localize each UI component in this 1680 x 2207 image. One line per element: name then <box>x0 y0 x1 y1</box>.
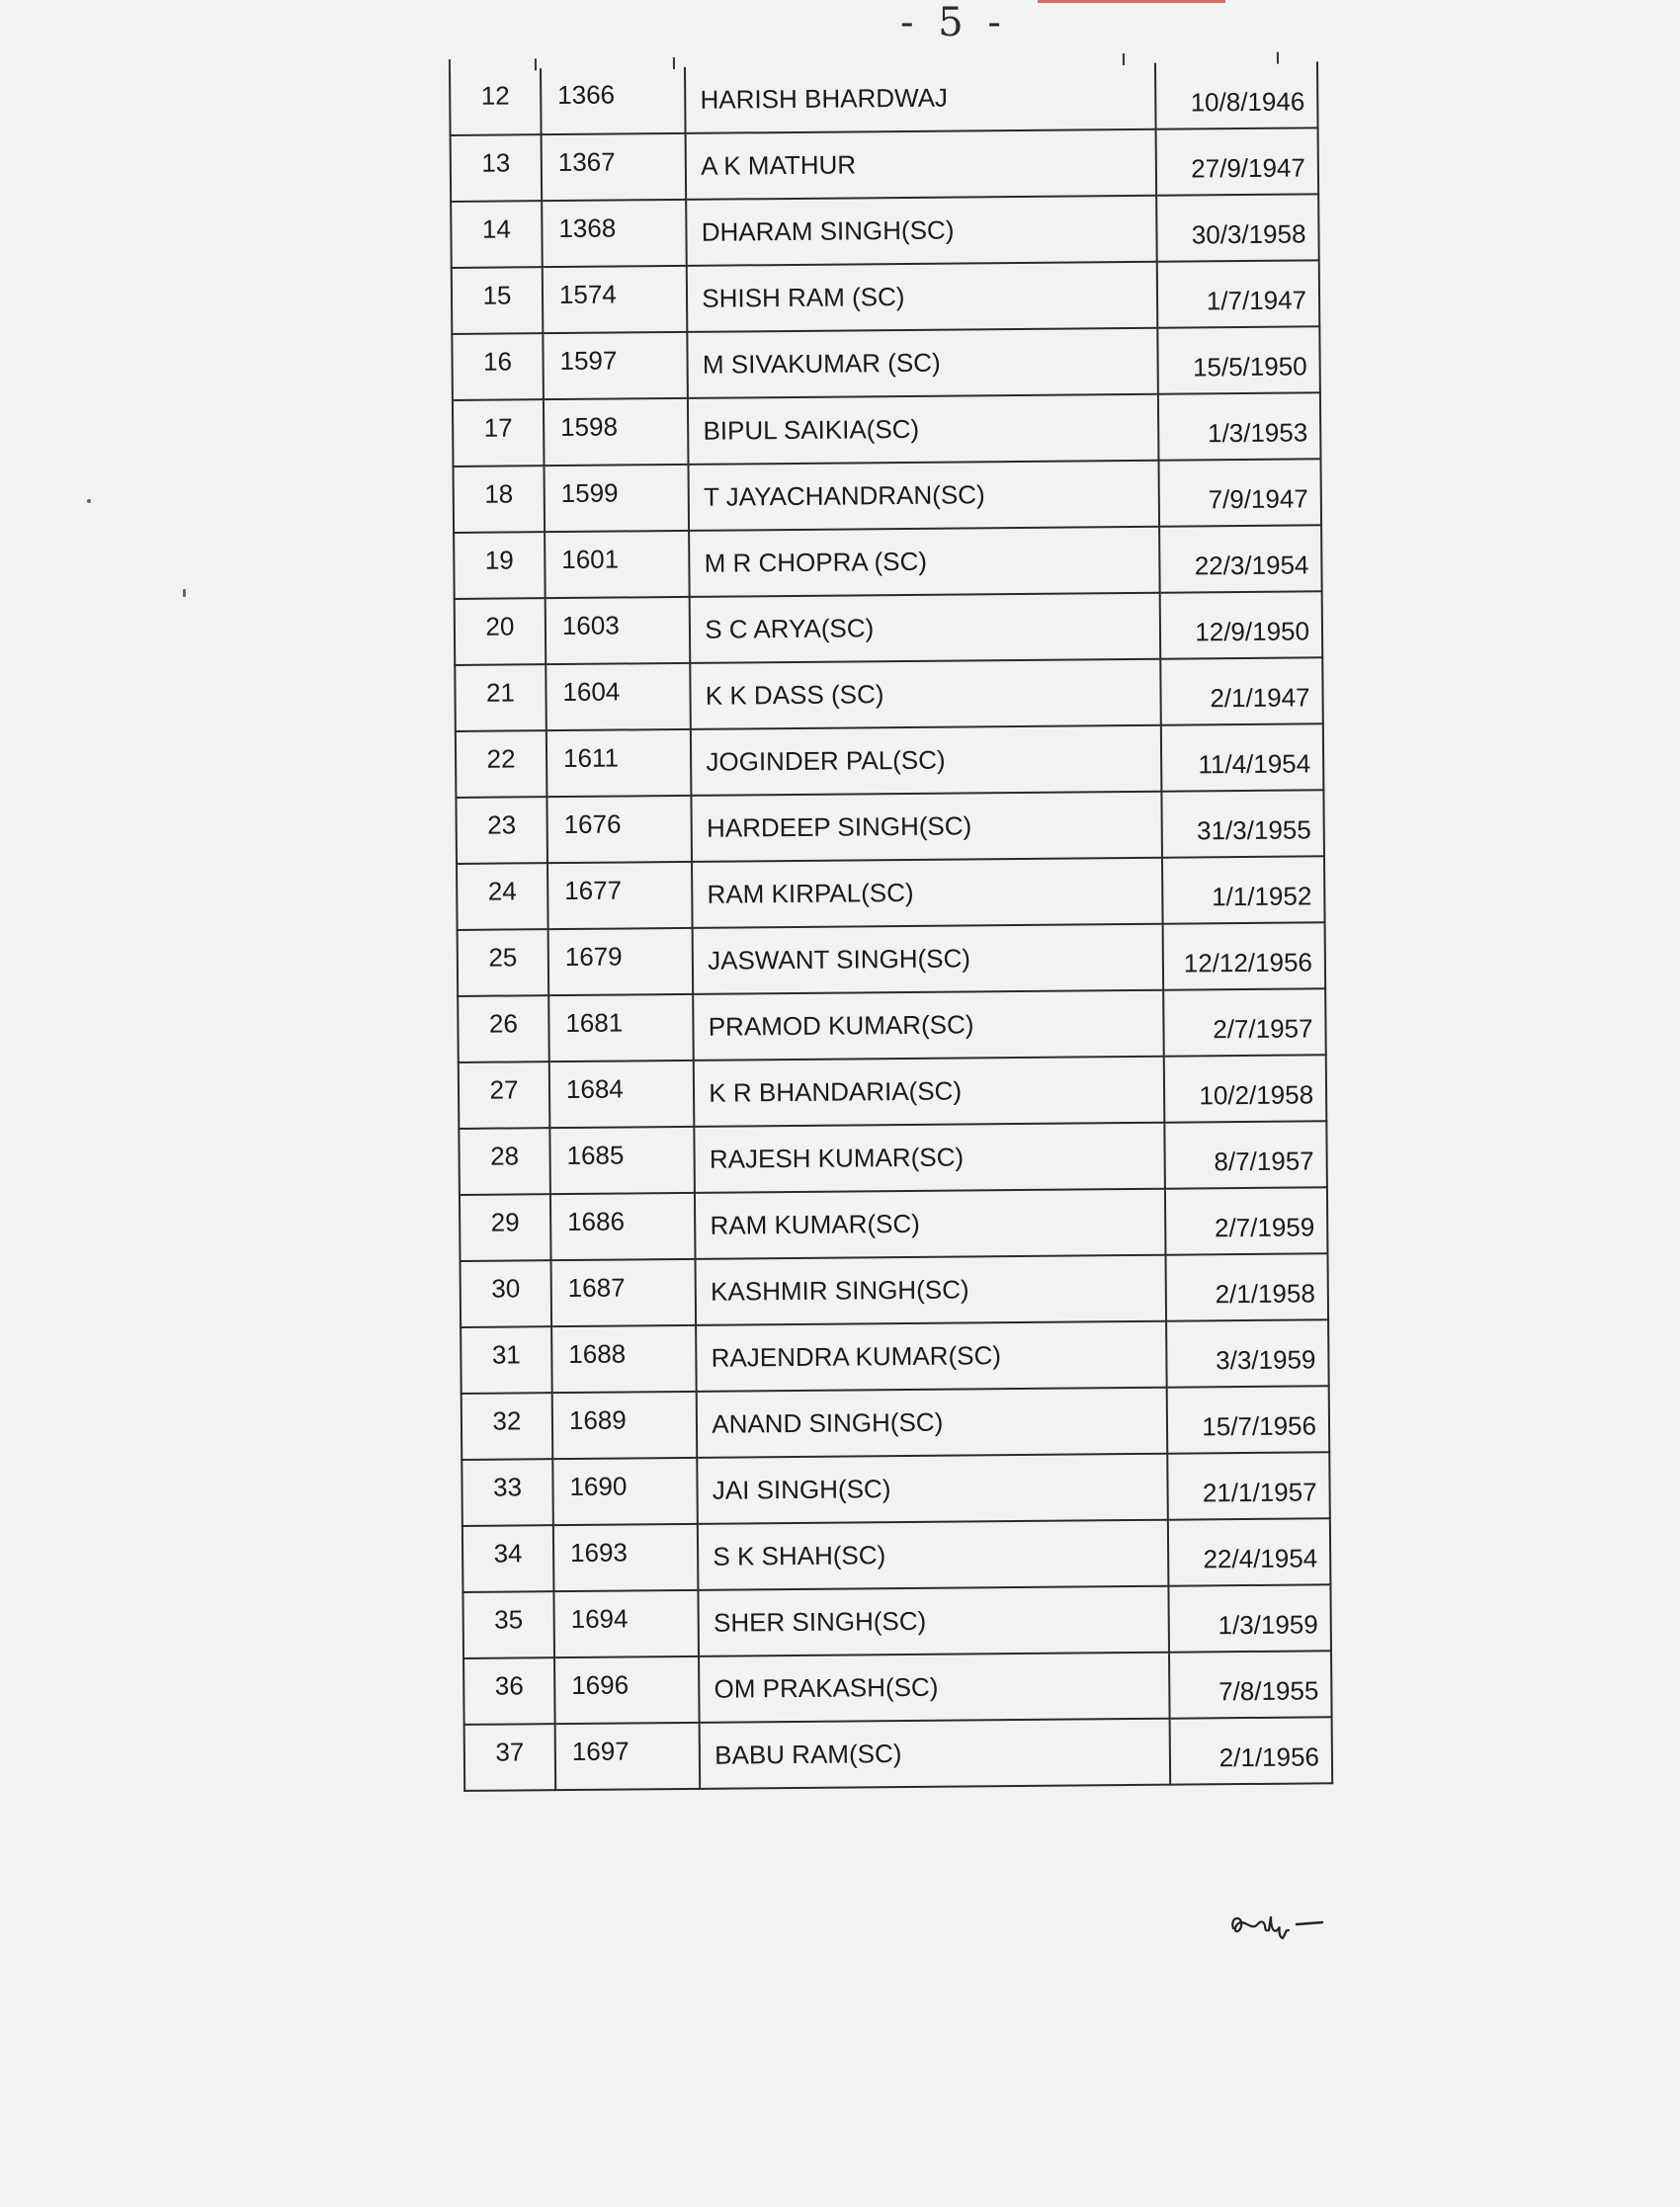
date-of-birth-cell: 27/9/1947 <box>1155 127 1318 195</box>
employee-name-cell: K K DASS (SC) <box>691 659 1161 729</box>
date-of-birth-cell: 30/3/1958 <box>1156 194 1319 261</box>
date-of-birth-cell: 7/8/1955 <box>1169 1651 1332 1718</box>
employee-id-cell: 1604 <box>546 663 691 730</box>
serial-number-cell: 25 <box>458 929 549 996</box>
table-row <box>457 856 1325 930</box>
employee-id-cell: 1367 <box>542 133 687 201</box>
table-row <box>452 260 1320 334</box>
scan-speck <box>183 589 186 597</box>
table-row <box>453 392 1321 467</box>
date-of-birth-cell: 10/2/1958 <box>1164 1055 1327 1122</box>
employee-name-cell: JAI SINGH(SC) <box>698 1454 1168 1524</box>
employee-id-cell: 1368 <box>542 200 687 267</box>
employee-name-cell: HARISH BHARDWAJ <box>685 63 1155 133</box>
date-of-birth-cell: 15/5/1950 <box>1157 326 1320 393</box>
table-row <box>464 1717 1333 1791</box>
employee-id-cell: 1574 <box>543 266 688 333</box>
top-edge-mark <box>1038 0 1225 3</box>
scan-speck <box>87 499 91 503</box>
column-tick <box>449 59 451 71</box>
employee-id-cell: 1603 <box>546 597 691 664</box>
table-row <box>451 127 1319 202</box>
table-row <box>455 591 1323 665</box>
serial-number-cell: 21 <box>455 664 546 731</box>
date-of-birth-cell: 15/7/1956 <box>1167 1386 1330 1453</box>
employee-id-cell: 1681 <box>548 994 694 1061</box>
employee-id-cell: 1601 <box>545 531 690 598</box>
table-row <box>461 1253 1329 1327</box>
employee-id-cell: 1598 <box>544 398 689 466</box>
register-table-container <box>449 61 1334 1878</box>
employee-id-cell: 1677 <box>547 862 693 929</box>
date-of-birth-cell: 22/3/1954 <box>1159 525 1322 592</box>
date-of-birth-cell: 22/4/1954 <box>1168 1518 1331 1585</box>
serial-number-cell: 29 <box>460 1194 551 1261</box>
date-of-birth-cell: 11/4/1954 <box>1161 723 1324 791</box>
table-row <box>458 922 1326 996</box>
date-of-birth-cell: 8/7/1957 <box>1164 1121 1327 1188</box>
date-of-birth-cell: 12/12/1956 <box>1162 922 1325 989</box>
table-row <box>454 525 1322 599</box>
employee-id-cell: 1676 <box>546 796 692 863</box>
serial-number-cell: 32 <box>462 1393 553 1460</box>
table-row <box>460 1187 1328 1261</box>
serial-number-cell: 18 <box>454 466 546 533</box>
employee-id-cell: 1690 <box>552 1458 698 1525</box>
page-number: - 5 - <box>900 0 1007 45</box>
table-row <box>459 1055 1327 1129</box>
employee-name-cell: SHER SINGH(SC) <box>699 1586 1169 1656</box>
employee-id-cell: 1686 <box>550 1193 696 1260</box>
employee-id-cell: 1689 <box>552 1392 698 1459</box>
employee-id-cell: 1611 <box>546 729 692 797</box>
employee-name-cell: K R BHANDARIA(SC) <box>694 1057 1164 1127</box>
serial-number-cell: 13 <box>451 134 543 202</box>
date-of-birth-cell: 12/9/1950 <box>1160 591 1323 658</box>
employee-name-cell: SHISH RAM (SC) <box>687 262 1157 332</box>
employee-id-cell: 1694 <box>553 1590 699 1657</box>
signature-mark <box>1225 1903 1324 1947</box>
serial-number-cell: 20 <box>455 598 546 665</box>
employee-name-cell: S C ARYA(SC) <box>690 593 1160 663</box>
date-of-birth-cell: 2/1/1958 <box>1165 1253 1328 1320</box>
register-table <box>449 61 1333 1792</box>
serial-number-cell: 15 <box>452 267 544 334</box>
date-of-birth-cell: 3/3/1959 <box>1166 1319 1329 1387</box>
table-row <box>462 1518 1331 1592</box>
employee-name-cell: RAJESH KUMAR(SC) <box>695 1123 1165 1193</box>
date-of-birth-cell: 2/7/1959 <box>1165 1187 1328 1254</box>
serial-number-cell: 30 <box>461 1260 552 1327</box>
employee-name-cell: OM PRAKASH(SC) <box>699 1653 1169 1723</box>
employee-id-cell: 1687 <box>550 1259 696 1326</box>
table-row <box>461 1319 1329 1394</box>
date-of-birth-cell: 1/3/1959 <box>1168 1584 1331 1652</box>
table-row <box>458 988 1326 1062</box>
employee-id-cell: 1688 <box>551 1325 697 1393</box>
employee-name-cell: KASHMIR SINGH(SC) <box>696 1255 1166 1325</box>
employee-name-cell: S K SHAH(SC) <box>698 1520 1168 1590</box>
register-table-body <box>450 61 1332 1791</box>
serial-number-cell: 33 <box>462 1459 553 1526</box>
employee-id-cell: 1599 <box>544 465 689 532</box>
serial-number-cell: 23 <box>456 797 547 864</box>
serial-number-cell: 31 <box>461 1326 552 1394</box>
employee-id-cell: 1685 <box>549 1127 695 1194</box>
date-of-birth-cell: 1/3/1953 <box>1158 392 1321 460</box>
employee-id-cell: 1684 <box>549 1061 695 1128</box>
date-of-birth-cell: 10/8/1946 <box>1155 61 1318 128</box>
table-row <box>462 1386 1330 1460</box>
serial-number-cell: 16 <box>452 333 544 400</box>
employee-name-cell: M SIVAKUMAR (SC) <box>688 328 1158 398</box>
table-row <box>452 326 1320 400</box>
employee-id-cell: 1366 <box>541 67 686 134</box>
column-tick <box>673 57 675 69</box>
table-row <box>456 723 1324 798</box>
table-row <box>451 194 1319 268</box>
serial-number-cell: 37 <box>464 1724 556 1791</box>
date-of-birth-cell: 31/3/1955 <box>1161 790 1324 857</box>
serial-number-cell: 26 <box>458 995 549 1062</box>
employee-id-cell: 1693 <box>553 1524 699 1591</box>
table-row <box>459 1121 1327 1195</box>
employee-id-cell: 1696 <box>554 1656 700 1724</box>
serial-number-cell: 17 <box>453 399 545 467</box>
date-of-birth-cell: 1/1/1952 <box>1162 856 1325 923</box>
employee-name-cell: BABU RAM(SC) <box>700 1719 1170 1789</box>
serial-number-cell: 34 <box>462 1525 554 1592</box>
column-tick <box>535 58 537 70</box>
date-of-birth-cell: 1/7/1947 <box>1157 260 1320 327</box>
table-row <box>454 459 1322 533</box>
employee-name-cell: M R CHOPRA (SC) <box>689 527 1159 597</box>
employee-name-cell: BIPUL SAIKIA(SC) <box>688 394 1158 465</box>
employee-name-cell: PRAMOD KUMAR(SC) <box>693 990 1163 1061</box>
serial-number-cell: 12 <box>450 68 542 135</box>
serial-number-cell: 36 <box>463 1657 555 1725</box>
employee-name-cell: JOGINDER PAL(SC) <box>691 725 1161 796</box>
date-of-birth-cell: 7/9/1947 <box>1158 459 1321 526</box>
employee-id-cell: 1597 <box>543 332 688 399</box>
employee-name-cell: ANAND SINGH(SC) <box>697 1388 1167 1458</box>
table-row <box>462 1452 1330 1526</box>
employee-name-cell: RAM KUMAR(SC) <box>695 1189 1165 1259</box>
serial-number-cell: 14 <box>451 201 543 268</box>
employee-name-cell: DHARAM SINGH(SC) <box>686 196 1156 266</box>
serial-number-cell: 35 <box>462 1591 554 1658</box>
serial-number-cell: 24 <box>457 863 548 930</box>
date-of-birth-cell: 2/7/1957 <box>1163 988 1326 1056</box>
serial-number-cell: 19 <box>454 532 546 599</box>
employee-id-cell: 1697 <box>555 1723 701 1790</box>
serial-number-cell: 27 <box>459 1061 550 1129</box>
employee-name-cell: JASWANT SINGH(SC) <box>693 924 1163 994</box>
employee-name-cell: RAJENDRA KUMAR(SC) <box>696 1321 1166 1392</box>
table-row <box>455 657 1323 731</box>
table-row <box>463 1651 1332 1725</box>
date-of-birth-cell: 21/1/1957 <box>1167 1452 1330 1519</box>
employee-id-cell: 1679 <box>548 928 694 995</box>
date-of-birth-cell: 2/1/1956 <box>1169 1717 1332 1784</box>
column-tick <box>1277 52 1279 64</box>
employee-name-cell: T JAYACHANDRAN(SC) <box>689 461 1159 531</box>
employee-name-cell: RAM KIRPAL(SC) <box>692 858 1162 928</box>
date-of-birth-cell: 2/1/1947 <box>1160 657 1323 724</box>
serial-number-cell: 28 <box>459 1128 550 1195</box>
table-row <box>462 1584 1331 1658</box>
table-row <box>450 61 1318 135</box>
column-tick <box>1123 53 1125 65</box>
serial-number-cell: 22 <box>456 730 547 798</box>
table-row <box>456 790 1324 864</box>
employee-name-cell: A K MATHUR <box>686 129 1156 200</box>
employee-name-cell: HARDEEP SINGH(SC) <box>692 792 1162 862</box>
